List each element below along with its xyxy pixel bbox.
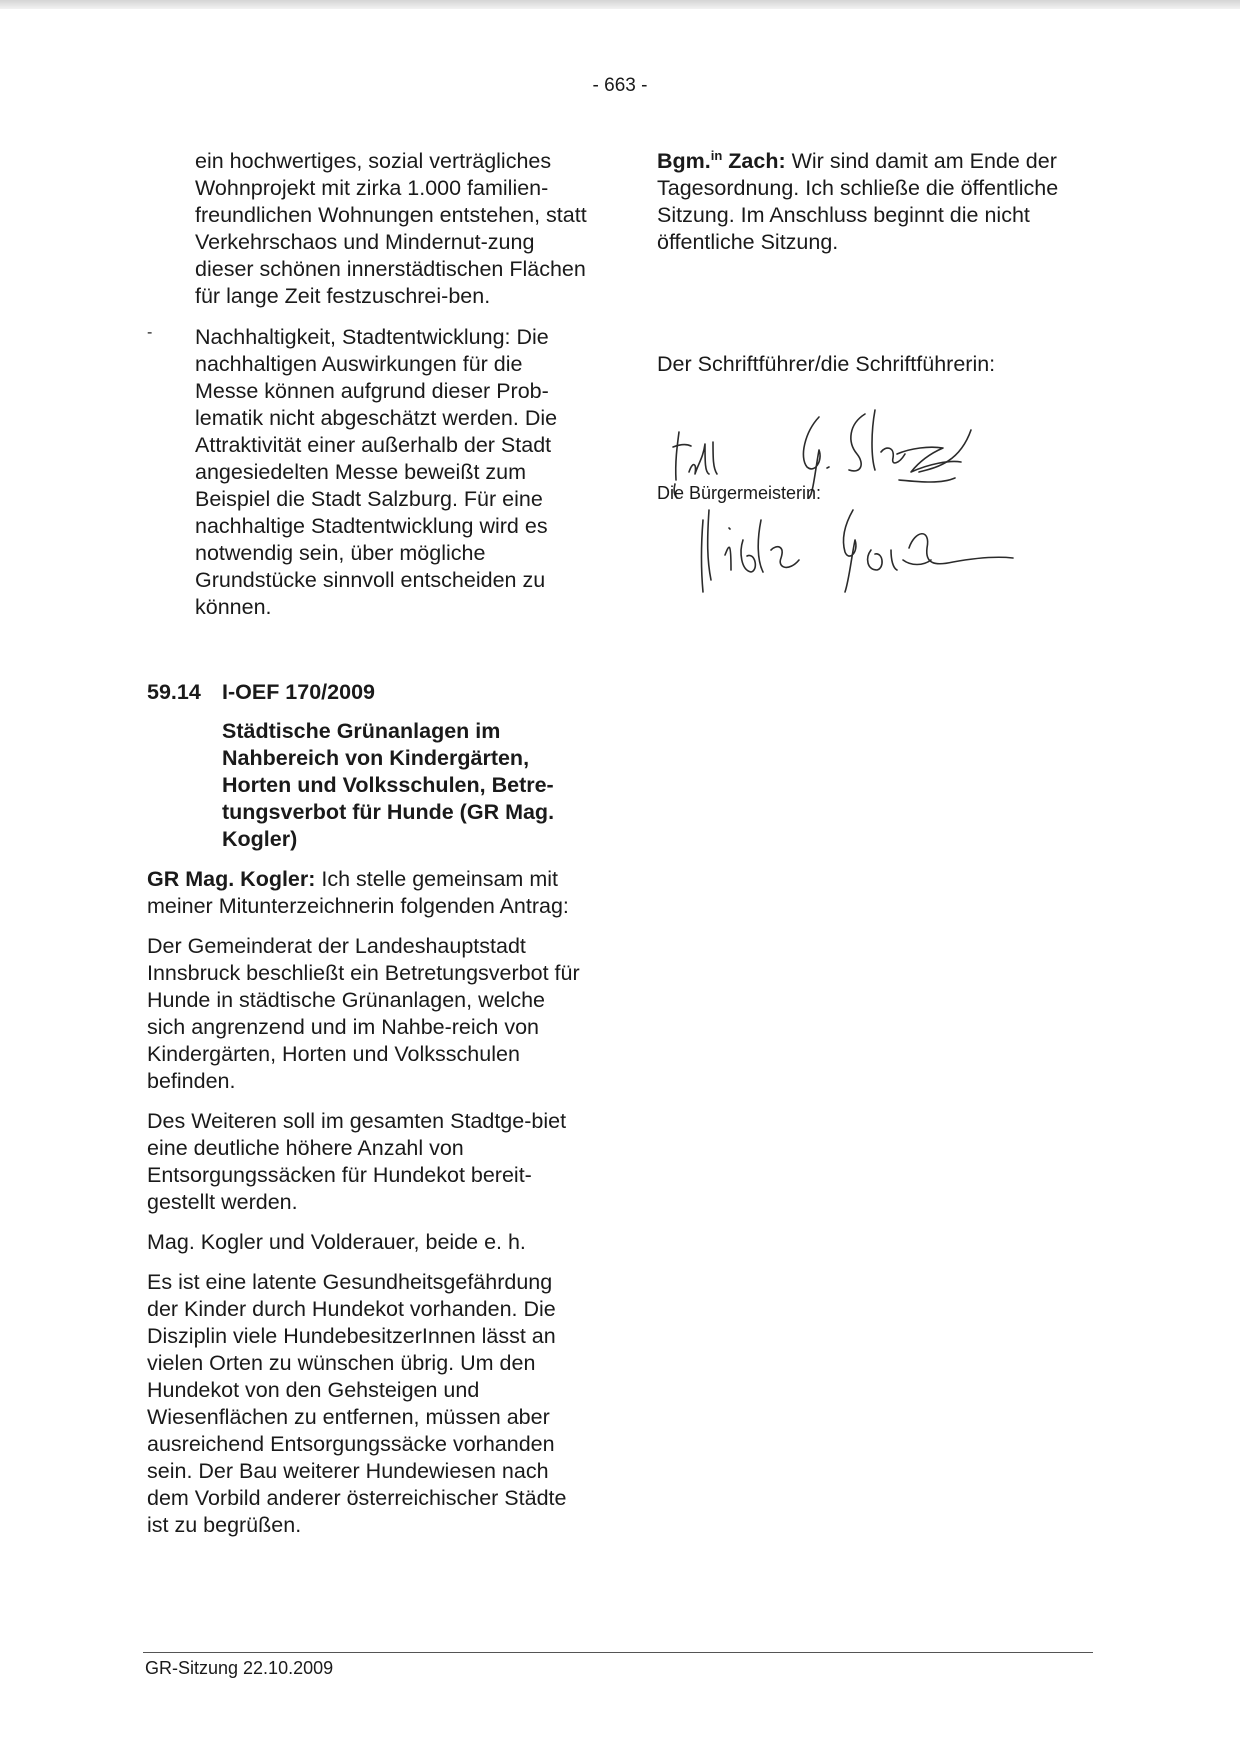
speaker-name: GR Mag. Kogler:	[147, 867, 316, 891]
footer-rule	[143, 1652, 1093, 1653]
page-number: - 663 -	[592, 75, 648, 96]
bullet-item	[147, 324, 587, 621]
closing-paragraph	[657, 148, 1107, 256]
section-code: I-OEF 170/2009	[222, 680, 375, 704]
speaker-text: Ich stelle gemeinsam mit meiner Mitunterzeichnerin folgenden Antrag:	[147, 867, 569, 918]
motion-paragraph-1: Der Gemeinderat der Landeshauptstadt Innsbruck beschließt ein Betretungsverbot für Hunde in städtische Grünanlagen, welche sich angrenzend und im Nahbe-reich von Kindergärten, Horten und Volksschulen befinden.	[147, 934, 580, 1093]
mayor-speaker: Bgm.$^{in}$ Zach:	[657, 147, 786, 173]
continuation-paragraph: ein hochwertiges, sozial verträgliches Wohnprojekt mit zirka 1.000 familien-freundlichen Wohnungen entstehen, statt Verkehrschaos und Mindernut-zung dieser schönen innerstädtischen Flächen für lange Zeit festzuschrei-ben.	[195, 149, 587, 308]
recorder-label: Der Schriftführer/die Schriftführerin:	[657, 352, 996, 376]
signers-line: Mag. Kogler und Volderauer, beide e. h.	[147, 1230, 526, 1254]
section-subject: Städtische Grünanlagen im Nahbereich von Kindergärten, Horten und Volksschulen, Betre-tungsverbot für Hunde (GR Mag. Kogler)	[222, 719, 555, 851]
footer-session-date: GR-Sitzung 22.10.2009	[145, 1658, 334, 1678]
speaker-paragraph	[147, 866, 587, 920]
left-column	[147, 148, 587, 1539]
bullet-dash: -	[147, 324, 153, 341]
bullet-text: Nachhaltigkeit, Stadtentwicklung: Die nachhaltigen Auswirkungen für die Messe können aufgrund dieser Prob-lematik nicht abgeschätzt werden. Die Attraktivität einer außerhalb der Stadt angesiedelten Messe beweißt zum Beispiel die Stadt Salzburg. Für eine nachhaltige Stadtentwicklung wird es notwendig sein, über mögliche Grundstücke sinnvoll entscheiden zu können.	[195, 325, 558, 619]
section-heading	[147, 679, 587, 706]
section-number: 59.14	[147, 680, 201, 704]
mayor-label: Die Bürgermeisterin:	[657, 483, 822, 503]
scan-edge	[0, 0, 1240, 9]
closing-text: Wir sind damit am Ende der Tagesordnung. Ich schließe die öffentliche Sitzung. Im Anschluss beginnt die nicht öffentliche Sitzung.	[657, 149, 1059, 254]
justification-paragraph: Es ist eine latente Gesundheitsgefährdung der Kinder durch Hundekot vorhanden. Die Disziplin viele HundebesitzerInnen lässt an vielen Orten zu wünschen übrig. Um den Hundekot von den Gehsteigen und Wiesenflächen zu entfernen, müssen aber ausreichend Entsorgungssäcke vorhanden sein. Der Bau weiterer Hundewiesen nach dem Vorbild anderer österreichischer Städte ist zu begrüßen.	[147, 1270, 567, 1537]
motion-paragraph-2: Des Weiteren soll im gesamten Stadtge-biet eine deutliche höhere Anzahl von Entsorgungssäcken für Hundekot bereit-gestellt werden.	[147, 1109, 567, 1214]
mayor-signature-image	[695, 500, 1025, 600]
right-column	[657, 148, 1107, 600]
